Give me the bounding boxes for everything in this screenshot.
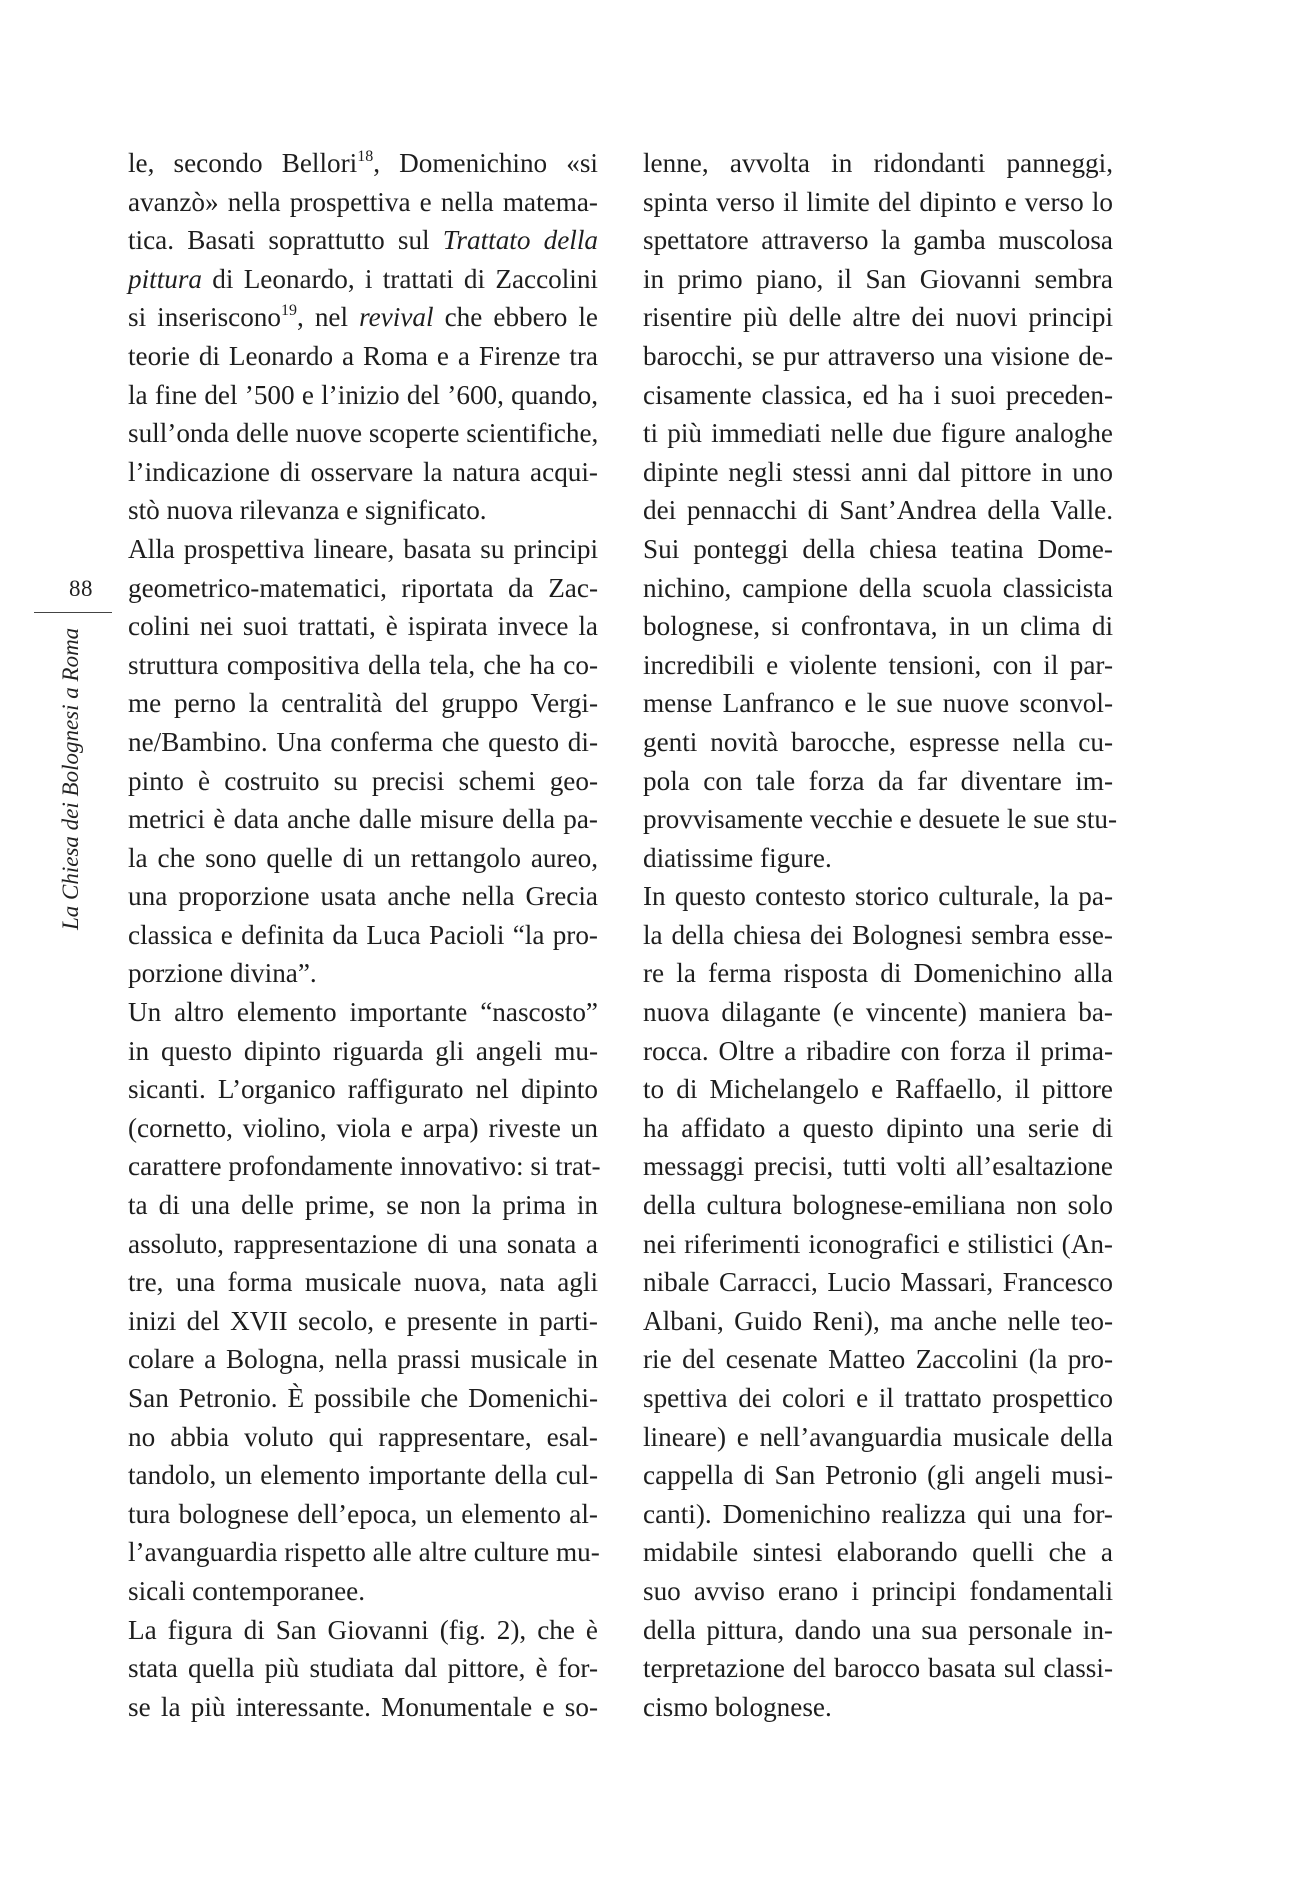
text-segment: stò nuova rilevanza e significato. — [128, 495, 487, 526]
text-line — [643, 1649, 1113, 1688]
text-segment: spettatore attraverso la gamba muscolosa — [643, 225, 1113, 256]
text-line — [128, 221, 598, 260]
text-line — [128, 1418, 598, 1457]
text-line — [643, 569, 1113, 608]
text-line — [128, 607, 598, 646]
text-line — [643, 1147, 1113, 1186]
text-segment: rocca. Oltre a ribadire con forza il prima- — [643, 1035, 1113, 1066]
text-line — [128, 877, 598, 916]
text-line — [128, 183, 598, 222]
text-segment: di Leonardo, i trattati di Zaccolini — [202, 263, 598, 294]
text-line — [643, 607, 1113, 646]
text-line — [643, 453, 1113, 492]
text-segment: ne/Bambino. Una conferma che questo di- — [128, 726, 598, 757]
text-line — [643, 530, 1113, 569]
text-line — [643, 1070, 1113, 1109]
text-line — [128, 144, 598, 183]
text-line — [643, 1495, 1113, 1534]
text-segment: inizi del XVII secolo, e presente in parti- — [128, 1305, 598, 1336]
text-line — [128, 1572, 598, 1611]
text-segment: San Petronio. È possibile che Domenichi- — [128, 1383, 598, 1413]
text-segment: tura bolognese dell’epoca, un elemento al- — [128, 1498, 598, 1529]
text-line — [128, 453, 598, 492]
text-line — [643, 1611, 1113, 1650]
text-segment: lineare) e nell’avanguardia musicale della — [643, 1421, 1113, 1452]
text-segment: Sui ponteggi della chiesa teatina Dome- — [643, 533, 1113, 564]
text-segment: terpretazione del barocco basata sul classi- — [643, 1653, 1113, 1684]
text-segment: risentire più delle altre dei nuovi principi — [643, 302, 1113, 333]
text-line — [643, 1418, 1113, 1457]
text-segment: sicali contemporanee. — [128, 1575, 366, 1606]
text-segment: cismo bolognese. — [643, 1691, 832, 1722]
text-line — [128, 800, 598, 839]
page-number: 88 — [69, 576, 93, 601]
text-line — [128, 1495, 598, 1534]
text-line — [128, 1032, 598, 1071]
text-line — [128, 1109, 598, 1148]
text-segment: struttura compositiva della tela, che ha co- — [128, 649, 598, 680]
text-segment: pinto è costruito su precisi schemi geo- — [128, 765, 598, 796]
text-segment: , Domenichino «si — [373, 148, 598, 178]
text-line — [128, 1649, 598, 1688]
text-segment: rie del cesenate Matteo Zaccolini (la pro- — [643, 1344, 1113, 1375]
text-segment: , nel — [297, 302, 360, 333]
text-line — [643, 1688, 1113, 1727]
text-segment: to di Michelangelo e Raffaello, il pittore — [643, 1074, 1113, 1105]
text-segment: incredibili e violente tensioni, con il par- — [643, 649, 1113, 680]
text-line — [128, 1147, 601, 1186]
text-line — [128, 954, 598, 993]
text-segment: lenne, avvolta in ridondanti panneggi, — [643, 148, 1113, 178]
text-segment: una proporzione usata anche nella Grecia — [128, 881, 598, 912]
text-line — [643, 1263, 1113, 1302]
text-segment: che ebbero le — [433, 302, 598, 333]
text-segment: Albani, Guido Reni), ma anche nelle teo- — [643, 1305, 1113, 1336]
text-segment: si inseriscono — [128, 302, 281, 333]
text-segment: colini nei suoi trattati, è ispirata invece la — [128, 611, 598, 642]
text-line — [128, 916, 598, 955]
italic-text: revival — [359, 302, 434, 333]
text-line — [643, 954, 1113, 993]
footnote-reference: 18 — [357, 148, 374, 165]
text-segment: ha affidato a questo dipinto una serie di — [643, 1112, 1113, 1143]
text-line — [643, 1340, 1113, 1379]
text-segment: dei pennacchi di Sant’Andrea della Valle. — [643, 495, 1113, 526]
text-segment: classica e definita da Luca Pacioli “la pro- — [128, 919, 598, 950]
text-line — [643, 646, 1113, 685]
text-line — [643, 877, 1113, 916]
text-segment: nuova dilagante (e vincente) maniera ba- — [643, 997, 1113, 1028]
text-line — [128, 1688, 598, 1727]
text-segment: tre, una forma musicale nuova, nata agli — [128, 1267, 598, 1298]
text-line — [643, 800, 1118, 839]
text-segment: nei riferimenti iconografici e stilistici (An- — [643, 1228, 1113, 1259]
text-line — [128, 646, 598, 685]
footnote-reference: 19 — [281, 302, 297, 320]
text-line — [128, 376, 598, 415]
text-segment: porzione divina”. — [128, 958, 317, 989]
text-segment: genti novità barocche, espresse nella cu- — [643, 726, 1113, 757]
text-segment: mense Lanfranco e le sue nuove sconvol- — [643, 688, 1113, 719]
text-line — [128, 1456, 598, 1495]
text-segment: teorie di Leonardo a Roma e a Firenze tra — [128, 340, 598, 371]
text-segment: le, secondo Bellori — [128, 148, 358, 178]
text-line — [643, 762, 1113, 801]
text-segment: ta di una delle prime, se non la prima in — [128, 1190, 598, 1221]
text-segment: in questo dipinto riguarda gli angeli mu- — [128, 1035, 598, 1066]
text-line — [643, 1533, 1113, 1572]
text-line — [128, 684, 598, 723]
text-segment: tandolo, un elemento importante della cul- — [128, 1460, 598, 1491]
text-line — [128, 1263, 598, 1302]
text-line — [128, 1225, 598, 1264]
text-segment: assoluto, rappresentazione di una sonata a — [128, 1228, 598, 1259]
text-segment: stata quella più studiata dal pittore, è for- — [128, 1653, 598, 1684]
text-line — [128, 1533, 598, 1572]
text-line — [643, 916, 1113, 955]
text-line — [643, 144, 1113, 183]
text-line — [643, 1032, 1113, 1071]
text-segment: sicanti. L’organico raffigurato nel dipinto — [128, 1074, 598, 1105]
text-line — [643, 1456, 1113, 1495]
text-line — [128, 530, 598, 569]
text-segment: bolognese, si confrontava, in un clima di — [643, 611, 1113, 642]
text-segment: nibale Carracci, Lucio Massari, Francesco — [643, 1267, 1113, 1298]
text-segment: La figura di San Giovanni (fig. 2), che è — [128, 1614, 598, 1645]
text-segment: Un altro elemento importante “nascosto” — [128, 997, 598, 1028]
text-line — [643, 839, 1113, 878]
text-segment: spinta verso il limite del dipinto e verso lo — [643, 186, 1113, 217]
text-segment: sull’onda delle nuove scoperte scientifiche, — [128, 418, 599, 449]
text-segment: spettiva dei colori e il trattato prospettico — [643, 1383, 1113, 1413]
text-segment: messaggi precisi, tutti volti all’esaltazione — [643, 1151, 1113, 1182]
text-line — [128, 260, 598, 299]
text-segment: ti più immediati nelle due figure analoghe — [643, 418, 1113, 449]
text-segment: geometrico-matematici, riportata da Zac- — [128, 572, 598, 603]
text-line — [128, 1379, 598, 1418]
text-segment: barocchi, se pur attraverso una visione de- — [643, 340, 1113, 371]
text-line — [643, 1572, 1113, 1611]
text-line — [643, 1109, 1113, 1148]
text-segment: suo avviso erano i principi fondamentali — [643, 1575, 1113, 1606]
text-segment: la fine del ’500 e l’inizio del ’600, quando, — [128, 379, 598, 410]
text-segment: in primo piano, il San Giovanni sembra — [643, 263, 1113, 294]
running-title: La Chiesa dei Bolognesi a Roma — [58, 627, 83, 930]
text-segment: nichino, campione della scuola classicista — [643, 572, 1113, 603]
text-line — [128, 723, 598, 762]
text-line — [128, 569, 598, 608]
text-segment: l’avanguardia rispetto alle altre culture mu- — [128, 1537, 600, 1568]
text-segment: della pittura, dando una sua personale in- — [643, 1614, 1113, 1645]
text-segment: midabile sintesi elaborando quelli che a — [643, 1537, 1113, 1568]
text-line — [128, 1070, 598, 1109]
text-line — [128, 491, 598, 530]
text-segment: cisamente classica, ed ha i suoi preceden- — [643, 379, 1113, 410]
text-segment: me perno la centralità del gruppo Vergi- — [128, 688, 598, 719]
text-segment: metrici è data anche dalle misure della pa- — [128, 804, 598, 835]
text-line — [643, 993, 1113, 1032]
text-segment: della cultura bolognese-emiliana non solo — [643, 1190, 1113, 1221]
text-line — [643, 1225, 1113, 1264]
text-line — [128, 414, 598, 453]
text-segment: pola con tale forza da far diventare im- — [643, 765, 1113, 796]
text-line — [128, 1611, 598, 1650]
text-line — [128, 993, 598, 1032]
text-segment: la che sono quelle di un rettangolo aureo, — [128, 842, 598, 873]
text-line — [128, 1340, 598, 1379]
text-segment: dipinte negli stessi anni dal pittore in uno — [643, 456, 1113, 487]
text-line — [643, 298, 1113, 337]
text-segment: tica. Basati soprattutto sul — [128, 225, 443, 256]
text-segment: canti). Domenichino realizza qui una for- — [643, 1498, 1113, 1529]
text-line — [128, 1302, 598, 1341]
text-segment: avanzò» nella prospettiva e nella matema- — [128, 186, 598, 217]
left-text-column — [128, 144, 601, 1726]
text-line — [128, 839, 598, 878]
text-line — [643, 723, 1113, 762]
text-segment: (cornetto, violino, viola e arpa) riveste un — [128, 1112, 598, 1143]
text-segment: Alla prospettiva lineare, basata su principi — [128, 533, 598, 564]
text-segment: l’indicazione di osservare la natura acqui- — [128, 456, 598, 487]
text-line — [128, 1186, 598, 1225]
text-line — [643, 684, 1113, 723]
italic-text: pittura — [128, 263, 203, 294]
text-segment: colare a Bologna, nella prassi musicale in — [128, 1344, 598, 1375]
text-line — [643, 183, 1113, 222]
text-line — [128, 762, 598, 801]
text-line — [128, 337, 598, 376]
text-segment: In questo contesto storico culturale, la pa- — [643, 881, 1113, 912]
text-line — [128, 298, 598, 337]
text-line — [643, 1379, 1113, 1418]
right-text-column — [643, 144, 1118, 1726]
text-line — [643, 221, 1113, 260]
text-segment: re la ferma risposta di Domenichino alla — [643, 958, 1113, 989]
text-line — [643, 1186, 1113, 1225]
text-line — [643, 414, 1113, 453]
text-segment: carattere profondamente innovativo: si trat- — [128, 1151, 601, 1182]
text-line — [643, 337, 1113, 376]
text-line — [643, 1302, 1113, 1341]
text-line — [643, 491, 1113, 530]
text-segment: cappella di San Petronio (gli angeli musi- — [643, 1460, 1113, 1491]
folio-divider — [34, 612, 112, 613]
text-line — [643, 376, 1113, 415]
italic-text: Trattato della — [442, 225, 598, 256]
text-line — [643, 260, 1113, 299]
text-segment: provvisamente vecchie e desuete le sue stu- — [643, 804, 1118, 835]
text-segment: la della chiesa dei Bolognesi sembra esse- — [643, 919, 1113, 950]
text-segment: diatissime figure. — [643, 842, 832, 873]
text-segment: no abbia voluto qui rappresentare, esal- — [128, 1421, 598, 1452]
text-segment: se la più interessante. Monumentale e so- — [128, 1691, 598, 1722]
